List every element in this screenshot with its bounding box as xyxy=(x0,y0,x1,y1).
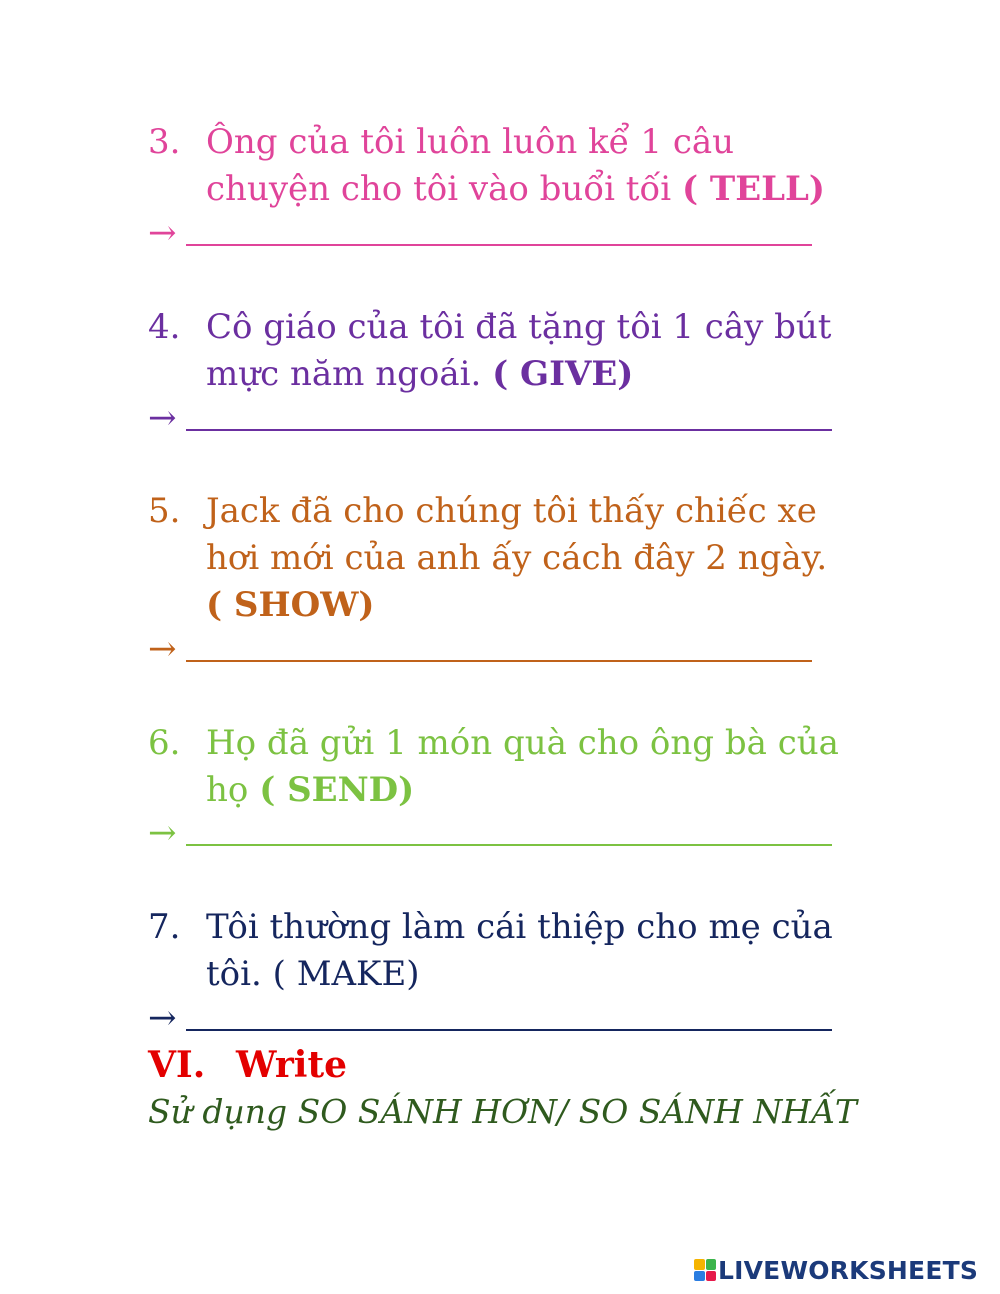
underline xyxy=(186,1029,832,1031)
underline xyxy=(186,244,812,246)
liveworksheets-logo-icon xyxy=(694,1259,716,1281)
answer-input[interactable] xyxy=(186,997,830,1029)
question-number: 6. xyxy=(148,723,181,763)
liveworksheets-logo[interactable] xyxy=(694,1255,978,1285)
underline xyxy=(186,660,812,662)
question-3 xyxy=(148,119,888,213)
answer-line-4[interactable] xyxy=(148,398,832,438)
question-number: 3. xyxy=(148,122,181,162)
question-4 xyxy=(148,304,888,398)
answer-input[interactable] xyxy=(186,212,810,244)
question-text: Ông của tôi luôn luôn kể 1 câu chuyện cho tôi vào buổi tối ( TELL) xyxy=(206,122,826,209)
arrow-icon: → xyxy=(148,213,177,253)
question-number: 5. xyxy=(148,491,181,531)
question-text: Jack đã cho chúng tôi thấy chiếc xe hơi mới của anh ấy cách đây 2 ngày. ( SHOW) xyxy=(206,491,828,625)
logo-text: LIVEWORKSHEETS xyxy=(718,1255,979,1285)
question-number: 7. xyxy=(148,907,181,947)
section-instruction: Sử dụng SO SÁNH HƠN/ SO SÁNH NHẤT xyxy=(148,1092,857,1131)
verb-hint: ( SHOW) xyxy=(206,585,375,625)
answer-input[interactable] xyxy=(186,812,830,844)
arrow-icon: → xyxy=(148,398,177,438)
underline xyxy=(186,429,832,431)
question-text: Tôi thường làm cái thiệp cho mẹ của tôi. ( MAKE) xyxy=(206,907,833,994)
section-heading xyxy=(148,1043,347,1087)
section-number: VI. xyxy=(148,1044,206,1086)
section-title: Write xyxy=(236,1044,347,1086)
answer-input[interactable] xyxy=(186,397,830,429)
verb-hint: ( TELL) xyxy=(681,169,826,209)
underline xyxy=(186,844,832,846)
question-5 xyxy=(148,488,888,629)
question-7 xyxy=(148,904,888,998)
verb-hint: ( GIVE) xyxy=(492,354,634,394)
question-text: Họ đã gửi 1 món quà cho ông bà của họ ( SEND) xyxy=(206,723,839,810)
answer-line-3[interactable] xyxy=(148,213,812,253)
answer-line-6[interactable] xyxy=(148,813,832,853)
answer-line-7[interactable] xyxy=(148,998,832,1038)
question-text: Cô giáo của tôi đã tặng tôi 1 cây bút mực năm ngoái. ( GIVE) xyxy=(206,307,832,394)
question-6 xyxy=(148,720,888,814)
verb-hint: ( SEND) xyxy=(259,770,415,810)
answer-line-5[interactable] xyxy=(148,629,812,669)
arrow-icon: → xyxy=(148,629,177,669)
answer-input[interactable] xyxy=(186,628,810,660)
question-number: 4. xyxy=(148,307,181,347)
arrow-icon: → xyxy=(148,998,177,1038)
arrow-icon: → xyxy=(148,813,177,853)
